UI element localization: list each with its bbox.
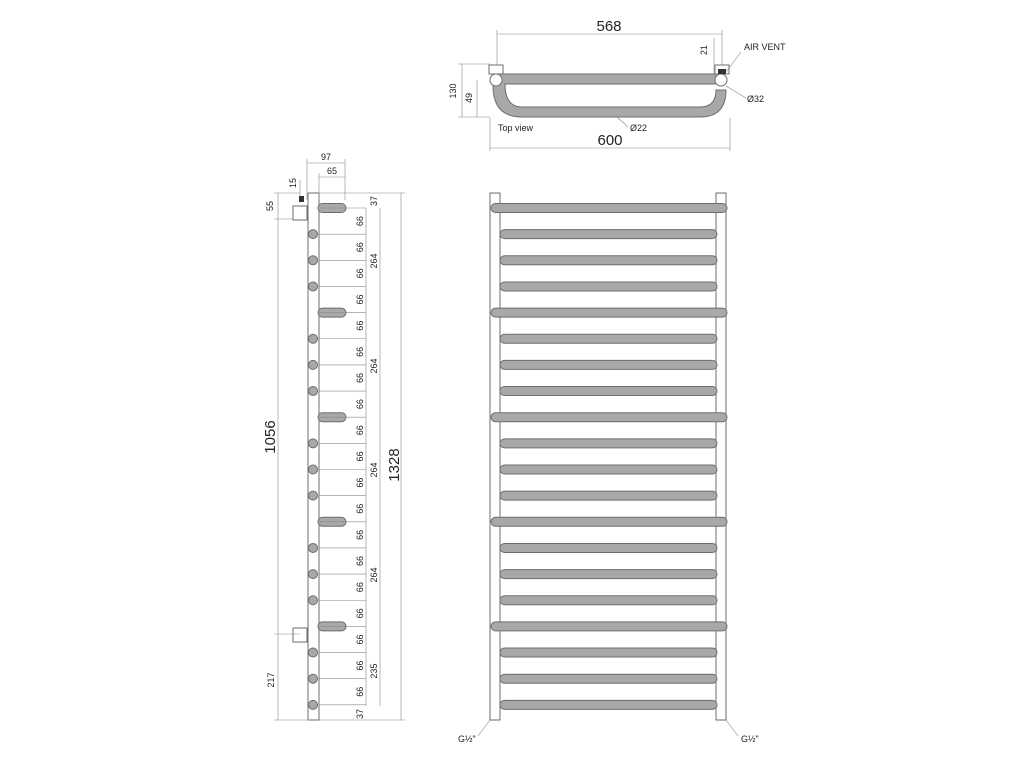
dim-37-top-label: 37: [369, 195, 379, 207]
side-bar-end: [309, 334, 318, 343]
side-bar-end: [309, 360, 318, 369]
side-bar-end: [309, 256, 318, 265]
group-264-label-2: 264: [369, 358, 379, 374]
front-bar: [500, 465, 717, 474]
spacing-66-label: 66: [355, 529, 365, 540]
dim-1056-label: 1056: [262, 420, 279, 454]
spacing-66-label: 66: [355, 582, 365, 593]
front-bar: [500, 648, 717, 657]
dim-65-label: 65: [326, 166, 338, 176]
dia-32-label: Ø32: [747, 94, 765, 104]
connection-left-label: G½": [458, 734, 476, 744]
front-bar: [500, 387, 717, 396]
spacing-66-label: 66: [355, 320, 365, 331]
front-bar: [491, 204, 727, 213]
front-bar: [491, 517, 727, 526]
spacing-66-label: 66: [355, 608, 365, 619]
front-view: [458, 193, 759, 744]
dim-97-label: 97: [320, 152, 332, 162]
side-bar-end: [309, 439, 318, 448]
front-right-post: [716, 193, 726, 720]
front-bar: [500, 256, 717, 265]
side-bar-end: [309, 648, 318, 657]
dim-130-label: 130: [448, 83, 458, 99]
front-bar: [500, 334, 717, 343]
spacing-66-label: 66: [355, 451, 365, 462]
front-bar: [500, 491, 717, 500]
spacing-66-label: 66: [355, 268, 365, 279]
front-bar: [500, 570, 717, 579]
front-bar: [500, 282, 717, 291]
front-bar: [491, 413, 727, 422]
air-vent-label: AIR VENT: [744, 42, 786, 52]
spacing-66-label: 66: [355, 399, 365, 410]
dim-49-label: 49: [464, 92, 474, 104]
top-valve-bracket: [293, 206, 307, 220]
side-bar-end: [309, 282, 318, 291]
group-235-label: 235: [369, 663, 379, 679]
side-bar-end: [309, 465, 318, 474]
spacing-66-label: 66: [355, 660, 365, 671]
side-bar-end: [309, 230, 318, 239]
side-post: [308, 193, 319, 720]
front-bar: [500, 543, 717, 552]
dim-55-label: 55: [265, 200, 275, 212]
spacing-66-label: 66: [355, 425, 365, 436]
side-air-vent-icon: [299, 196, 304, 202]
spacing-66-label: 66: [355, 477, 365, 488]
dim-217-label: 217: [266, 672, 276, 688]
side-bar-end: [309, 700, 318, 709]
top-view-caption: Top view: [498, 123, 534, 133]
spacing-66-label: 66: [355, 346, 365, 357]
front-bar: [500, 360, 717, 369]
spacing-66-label: 66: [355, 556, 365, 567]
front-bar: [500, 596, 717, 605]
spacing-66-label: 66: [355, 503, 365, 514]
dim-21-label: 21: [699, 44, 709, 56]
spacing-66-label: 66: [355, 216, 365, 227]
side-bar-end: [309, 387, 318, 396]
bottom-valve-bracket: [293, 628, 307, 642]
front-bar: [500, 439, 717, 448]
group-264-label-4: 264: [369, 567, 379, 583]
dim-568-label: 568: [596, 18, 622, 35]
left-bracket: [489, 65, 503, 74]
spacing-66-label: 66: [355, 372, 365, 383]
spacing-66-label: 66: [355, 242, 365, 253]
side-view: [262, 152, 405, 720]
side-bar-end: [309, 491, 318, 500]
front-bars: [491, 204, 727, 710]
top-view: [448, 18, 786, 151]
air-vent-icon: [718, 69, 726, 74]
connection-right-label: G½": [741, 734, 759, 744]
front-bar: [491, 622, 727, 631]
right-post-cap: [715, 74, 727, 86]
group-264-label-1: 264: [369, 253, 379, 269]
side-bar-end: [309, 596, 318, 605]
side-bar-end: [309, 570, 318, 579]
spacing-66-label: 66: [355, 686, 365, 697]
side-bar-end: [309, 674, 318, 683]
left-post-cap: [490, 74, 502, 86]
group-264-label-3: 264: [369, 462, 379, 478]
front-bar: [500, 700, 717, 709]
dia-22-label: Ø22: [630, 123, 648, 133]
spacing-66-label: 66: [355, 294, 365, 305]
dim-600-label: 600: [597, 132, 623, 149]
dim-15-label: 15: [288, 177, 298, 189]
side-bar-end: [309, 543, 318, 552]
dim-37-bottom-label: 37: [355, 708, 365, 720]
dim-1328-label: 1328: [386, 448, 403, 482]
spacing-66-label: 66: [355, 634, 365, 645]
top-rail-u: [493, 74, 726, 117]
front-bar: [500, 674, 717, 683]
front-bar: [500, 230, 717, 239]
front-bar: [491, 308, 727, 317]
front-left-post: [490, 193, 500, 720]
